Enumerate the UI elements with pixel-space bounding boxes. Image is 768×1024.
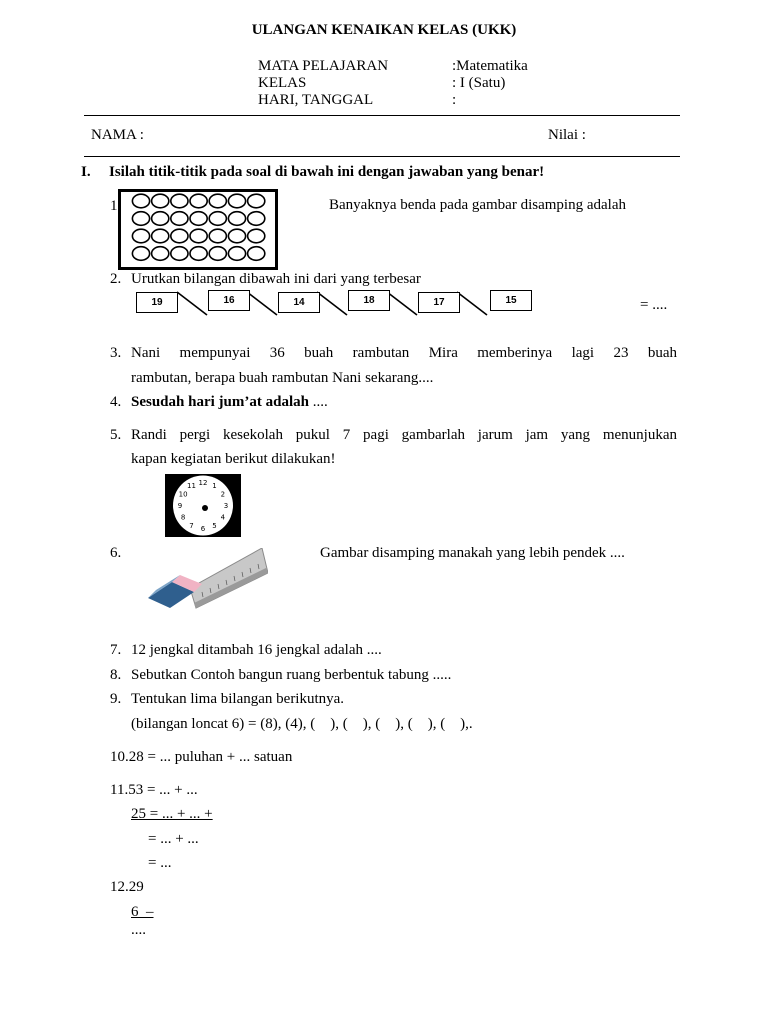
exam-title: ULANGAN KENAIKAN KELAS (UKK) [251, 22, 517, 38]
clock-number: 11 [187, 482, 196, 491]
class-label: KELAS [258, 75, 307, 91]
q1-circle [248, 212, 265, 226]
q1-circle [190, 229, 207, 243]
header-rule-top [84, 115, 680, 116]
q4-text [131, 394, 328, 411]
q1-circle [209, 229, 226, 243]
q1-circle [190, 212, 207, 226]
clock-number: 8 [180, 513, 186, 522]
q1-circle [228, 212, 245, 226]
q9-line1: Tentukan lima bilangan berikutnya. [131, 691, 345, 707]
q11-line4: = ... [148, 855, 172, 871]
q12-line1: 12.29 [110, 879, 144, 895]
q2-connector-lines [130, 289, 540, 319]
q5-line1: Randi pergi kesekolah pukul 7 pagi gambarlah jarum jam yang menunjukan [131, 427, 677, 443]
clock-number: 1 [212, 482, 217, 491]
q12-line2: 6 – [131, 904, 154, 920]
q6-eraser-ruler-image [144, 548, 268, 612]
clock-icon [165, 474, 241, 537]
q1-circle [209, 212, 226, 226]
q2-text: Urutkan bilangan dibawah ini dari yang terbesar [131, 271, 421, 287]
q5-line2: kapan kegiatan berikut dilakukan! [131, 451, 336, 467]
q2-number-box-1: 19 [136, 292, 178, 313]
q2-number-box-2: 16 [208, 290, 250, 311]
header-rule-bottom [84, 156, 680, 157]
q8-number: 8. [110, 667, 122, 683]
q1-circle [248, 247, 265, 261]
q3-number: 3. [110, 345, 122, 361]
q1-circle [209, 194, 226, 208]
q9-line2: (bilangan loncat 6) = (8), (4), ( ), ( ), ( ), ( ), ( ),. [131, 716, 473, 732]
q6-number: 6. [110, 545, 122, 561]
section-number: I. [81, 164, 91, 180]
q4-blank: .... [308, 394, 328, 410]
clock-number: 7 [189, 521, 194, 530]
q2-number-box-4: 18 [348, 290, 390, 311]
q3-line1: Nani mempunyai 36 buah rambutan Mira memberinya lagi 23 buah [131, 345, 677, 361]
q11-line1: 11.53 = ... + ... [110, 782, 198, 798]
clock-number: 4 [220, 513, 226, 522]
q3-line2: rambutan, berapa buah rambutan Nani sekarang.... [131, 370, 434, 386]
clock-number: 2 [220, 490, 226, 499]
q1-circle [248, 229, 265, 243]
q7-text: 12 jengkal ditambah 16 jengkal adalah .... [131, 642, 382, 658]
q1-number: 1. [110, 198, 122, 214]
q12-line3: .... [131, 922, 146, 938]
q11-line3: = ... + ... [148, 831, 199, 847]
q9-number: 9. [110, 691, 122, 707]
q1-circle-grid-image [118, 189, 278, 270]
q7-number: 7. [110, 642, 122, 658]
q2-number-box-6: 15 [490, 290, 532, 311]
q1-circle [152, 229, 169, 243]
q8-text: Sebutkan Contoh bangun ruang berbentuk tabung ..... [131, 667, 452, 683]
clock-number: 6 [200, 525, 206, 533]
date-label: HARI, TANGGAL [258, 92, 374, 108]
q1-circle [132, 247, 149, 261]
q1-circle [132, 194, 149, 208]
q1-circle [209, 247, 226, 261]
q1-circle [248, 194, 265, 208]
q4-bold-text: Sesudah hari jum’at adalah [131, 394, 309, 410]
q1-circle [132, 212, 149, 226]
q10-text: 10.28 = ... puluhan + ... satuan [110, 749, 293, 765]
q6-text: Gambar disamping manakah yang lebih pendek .... [320, 545, 625, 561]
q1-circle [190, 194, 207, 208]
subject-value: :Matematika [452, 58, 528, 74]
q1-circle [171, 247, 188, 261]
name-field-label[interactable]: NAMA : [91, 127, 144, 143]
q1-circle [171, 212, 188, 226]
q1-circle [152, 247, 169, 261]
q1-circle [171, 229, 188, 243]
section-instruction: Isilah titik-titik pada soal di bawah ini dengan jawaban yang benar! [109, 164, 545, 180]
subject-label: MATA PELAJARAN [258, 58, 389, 74]
q1-circle [228, 194, 245, 208]
q5-number: 5. [110, 427, 122, 443]
q1-circle [228, 247, 245, 261]
clock-number: 10 [178, 490, 188, 499]
q1-circle [152, 212, 169, 226]
q2-number: 2. [110, 271, 122, 287]
clock-number: 12 [198, 479, 208, 487]
class-value: : I (Satu) [452, 75, 506, 91]
clock-number: 9 [177, 502, 183, 510]
q1-circle [190, 247, 207, 261]
clock-number: 3 [223, 502, 229, 510]
q1-circle [152, 194, 169, 208]
q2-answer[interactable]: = .... [640, 297, 668, 313]
q11-line2: 25 = ... + ... + [131, 806, 213, 822]
q1-circle [171, 194, 188, 208]
q1-circle [228, 229, 245, 243]
q1-text: Banyaknya benda pada gambar disamping adalah [329, 197, 626, 213]
score-field-label[interactable]: Nilai : [548, 127, 586, 143]
clock-number: 5 [212, 521, 217, 530]
q2-number-box-3: 14 [278, 292, 320, 313]
date-value: : [452, 92, 457, 108]
q1-circle [132, 229, 149, 243]
q4-number: 4. [110, 394, 122, 410]
q2-number-box-5: 17 [418, 292, 460, 313]
q1-circles [132, 194, 264, 260]
